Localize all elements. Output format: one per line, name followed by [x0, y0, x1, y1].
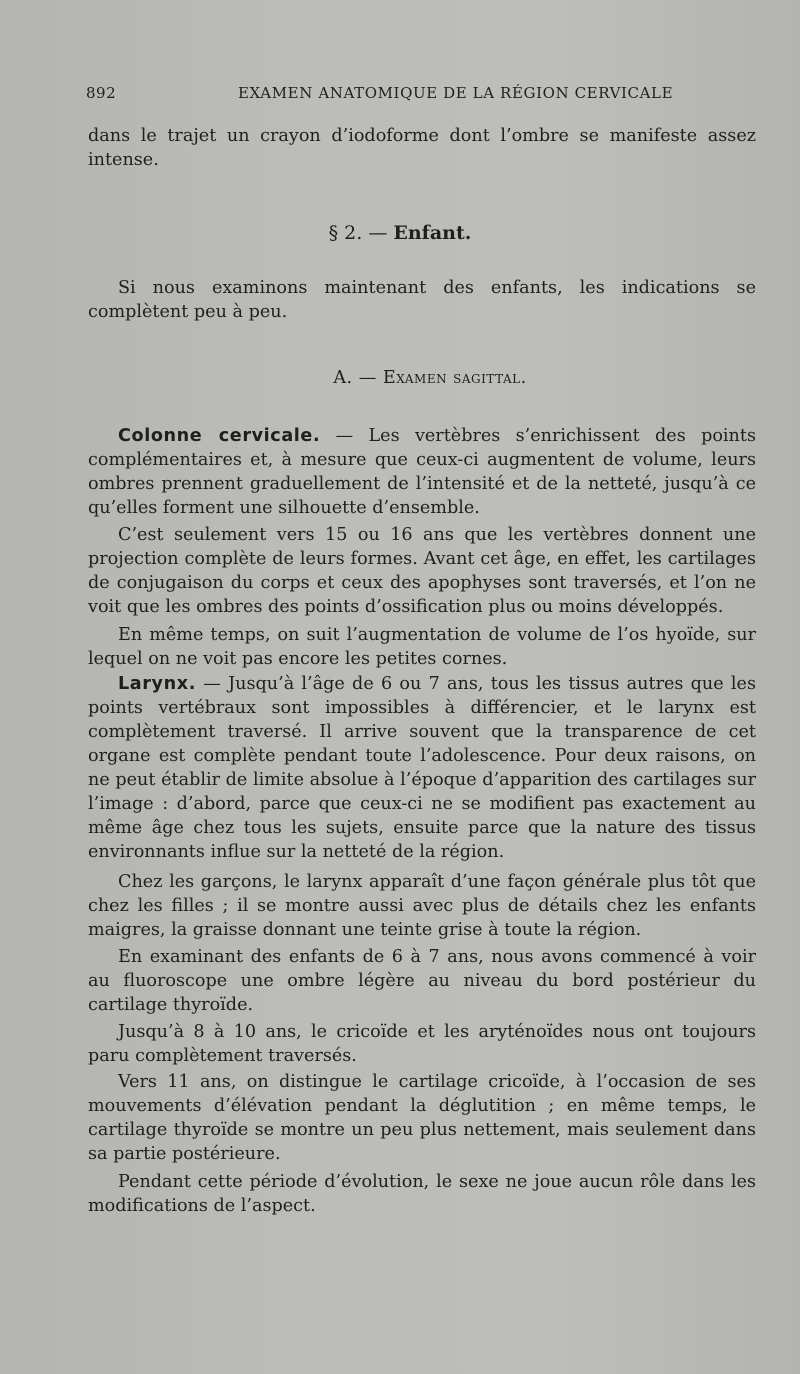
colonne-paragraph-2: C’est seulement vers 15 ou 16 ans que les vertèbres donnent une projection complète de leurs formes. Avant cet âge, en effet, les cartilages de conjugaison du corps et ceux des apophyses sont traversés, et l’on ne voit que les ombres des points d’ossification plus ou moins développés.	[88, 525, 756, 617]
section-intro-paragraph: Si nous examinons maintenant des enfants, les indications se complètent peu à peu.	[88, 278, 756, 322]
section-heading	[0, 222, 800, 244]
larynx-paragraph-6: Pendant cette période d’évolution, le sexe ne joue aucun rôle dans les modifications de l’aspect.	[88, 1172, 756, 1216]
running-title: EXAMEN ANATOMIQUE DE LA RÉGION CERVICALE	[238, 84, 674, 102]
colonne-paragraph-1	[88, 424, 756, 520]
intro-paragraph: dans le trajet un crayon d’iodoforme dont l’ombre se manifeste assez intense.	[88, 126, 756, 170]
colonne-paragraph-3: En même temps, on suit l’augmentation de volume de l’os hyoïde, sur lequel on ne voit pas encore les petites cornes.	[88, 625, 756, 669]
section-title: Enfant.	[393, 222, 472, 244]
larynx-paragraph-2: Chez les garçons, le larynx apparaît d’une façon générale plus tôt que chez les filles ; il se montre aussi avec plus de détails chez les enfants maigres, la graisse donnant une teinte grise à toute la région.	[88, 872, 756, 940]
larynx-paragraph-3: En examinant des enfants de 6 à 7 ans, nous avons commencé à voir au fluoroscope une ombre légère au niveau du bord postérieur du cartilage thyroïde.	[88, 947, 756, 1015]
subsection-title: Examen sagittal.	[382, 368, 527, 388]
subsection-heading	[0, 368, 800, 388]
larynx-paragraph-5: Vers 11 ans, on distingue le cartilage cricoïde, à l’occasion de ses mouvements d’élévation pendant la déglutition ; en même temps, le cartilage thyroïde se montre un peu plus nettement, mais seulement dans sa partie postérieure.	[88, 1072, 756, 1164]
colonne-text-1: — Les vertèbres s’enrichissent des points complémentaires et, à mesure que ceux-ci augmentent de volume, leurs ombres prennent graduellement de l’intensité et de la netteté, jusqu’à ce qu’elles forment une silhouette d’ensemble.	[88, 426, 756, 518]
subsection-letter: A. —	[333, 368, 377, 388]
running-header	[86, 84, 756, 108]
colonne-lead: Colonne cervicale.	[118, 426, 321, 446]
larynx-paragraph-4: Jusqu’à 8 à 10 ans, le cricoïde et les aryténoïdes nous ont toujours paru complètement traversés.	[88, 1022, 756, 1066]
larynx-paragraph-1	[88, 672, 756, 864]
larynx-text-1: — Jusqu’à l’âge de 6 ou 7 ans, tous les tissus autres que les points vertébraux sont impossibles à différencier, et le larynx est complètement traversé. Il arrive souvent que la transparence de cet organe est complète pendant toute l’adolescence. Pour deux raisons, on ne peut établir de limite absolue à l’époque d’apparition des cartilages sur l’image : d’abord, parce que ceux-ci ne se modifient pas exactement au même âge chez tous les sujets, ensuite parce que la nature des tissus environnants influe sur la netteté de la région.	[88, 674, 756, 862]
section-number: § 2. —	[328, 222, 388, 244]
larynx-lead: Larynx.	[118, 674, 196, 694]
page-number: 892	[86, 84, 117, 102]
